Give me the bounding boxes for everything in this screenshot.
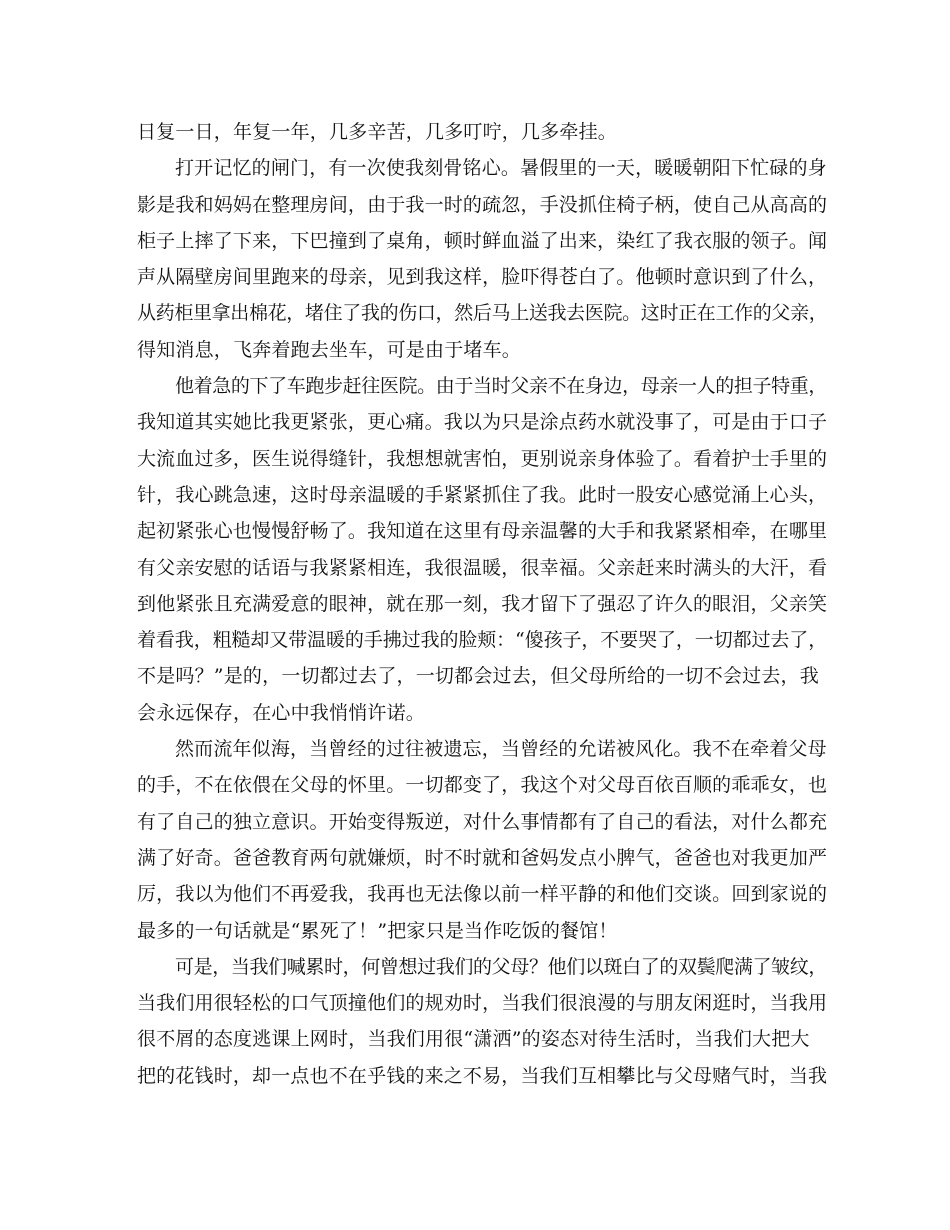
text-line: 日复一日，年复一年，几多辛苦，几多叮咛，几多牵挂。 [137,121,618,143]
text-line: 很不屑的态度逃课上网时，当我们用很“潇洒”的姿态对待生活时，当我们大把大 [137,1028,810,1051]
text-line: 声从隔壁房间里跑来的母亲，见到我这样，脸吓得苍白了。他顿时意识到了什么， [137,266,828,289]
text-line: 不是吗？”是的，一切都过去了，一切都会过去，但父母所给的一切不会过去，我 [137,665,819,688]
text-line: 柜子上摔了下来，下巴撞到了桌角，顿时鲜血溢了出来，染红了我衣服的领子。闻 [137,229,828,252]
text-line: 着看我，粗糙却又带温暖的手拂过我的脸颊：“傻孩子，不要哭了，一切都过去了， [137,629,828,652]
text-line: 然而流年似海，当曾经的过往被遗忘，当曾经的允诺被风化。我不在牵着父母 [175,738,827,761]
text-line: 起初紧张心也慢慢舒畅了。我知道在这里有母亲温馨的大手和我紧紧相牵，在哪里 [137,520,828,543]
text-line: 最多的一句话就是“累死了！”把家只是当作吃饭的餐馆！ [137,919,618,942]
text-line: 有父亲安慰的话语与我紧紧相连，我很温暖，很幸福。父亲赶来时满头的大汗，看 [137,556,828,579]
text-line: 影是我和妈妈在整理房间，由于我一时的疏忽，手没抓住椅子柄，使自己从高高的 [137,193,828,216]
text-line: 从药柜里拿出棉花，堵住了我的伤口，然后马上送我去医院。这时正在工作的父亲， [137,302,828,325]
text-line: 我知道其实她比我更紧张，更心痛。我以为只是涂点药水就没事了，可是由于口子 [137,411,828,434]
text-line: 把的花钱时，却一点也不在乎钱的来之不易，当我们互相攀比与父母赌气时，当我 [137,1064,828,1087]
text-line: 针，我心跳急速，这时母亲温暖的手紧紧抓住了我。此时一股安心感觉涌上心头， [137,483,828,506]
text-line: 可是，当我们喊累时，何曾想过我们的父母？他们以斑白了的双鬓爬满了皱纹， [175,955,828,978]
text-line: 得知消息，飞奔着跑去坐车，可是由于堵车。 [137,338,522,361]
document-body-text [137,114,827,1094]
text-line: 有了自己的独立意识。开始变得叛逆，对什么事情都有了自己的看法，对什么都充 [137,810,828,833]
text-line: 当我们用很轻松的口气顶撞他们的规劝时，当我们很浪漫的与朋友闲逛时，当我用 [137,992,828,1015]
text-line: 会永远保存，在心中我悄悄许诺。 [137,701,426,724]
text-line: 他着急的下了车跑步赶往医院。由于当时父亲不在身边，母亲一人的担子特重， [175,375,828,398]
text-line: 满了好奇。爸爸教育两句就嫌烦，时不时就和爸妈发点小脾气，爸爸也对我更加严 [137,846,828,869]
text-line: 厉，我以为他们不再爱我，我再也无法像以前一样平静的和他们交谈。回到家说的 [137,883,828,906]
text-line: 到他紧张且充满爱意的眼神，就在那一刻，我才留下了强忍了许久的眼泪，父亲笑 [137,592,828,615]
text-line: 打开记忆的闸门，有一次使我刻骨铭心。暑假里的一天，暖暖朝阳下忙碌的身 [175,157,827,180]
text-line: 的手，不在依偎在父母的怀里。一切都变了，我这个对父母百依百顺的乖乖女，也 [137,774,828,797]
text-line: 大流血过多，医生说得缝针，我想想就害怕，更别说亲身体验了。看着护士手里的 [137,447,828,470]
